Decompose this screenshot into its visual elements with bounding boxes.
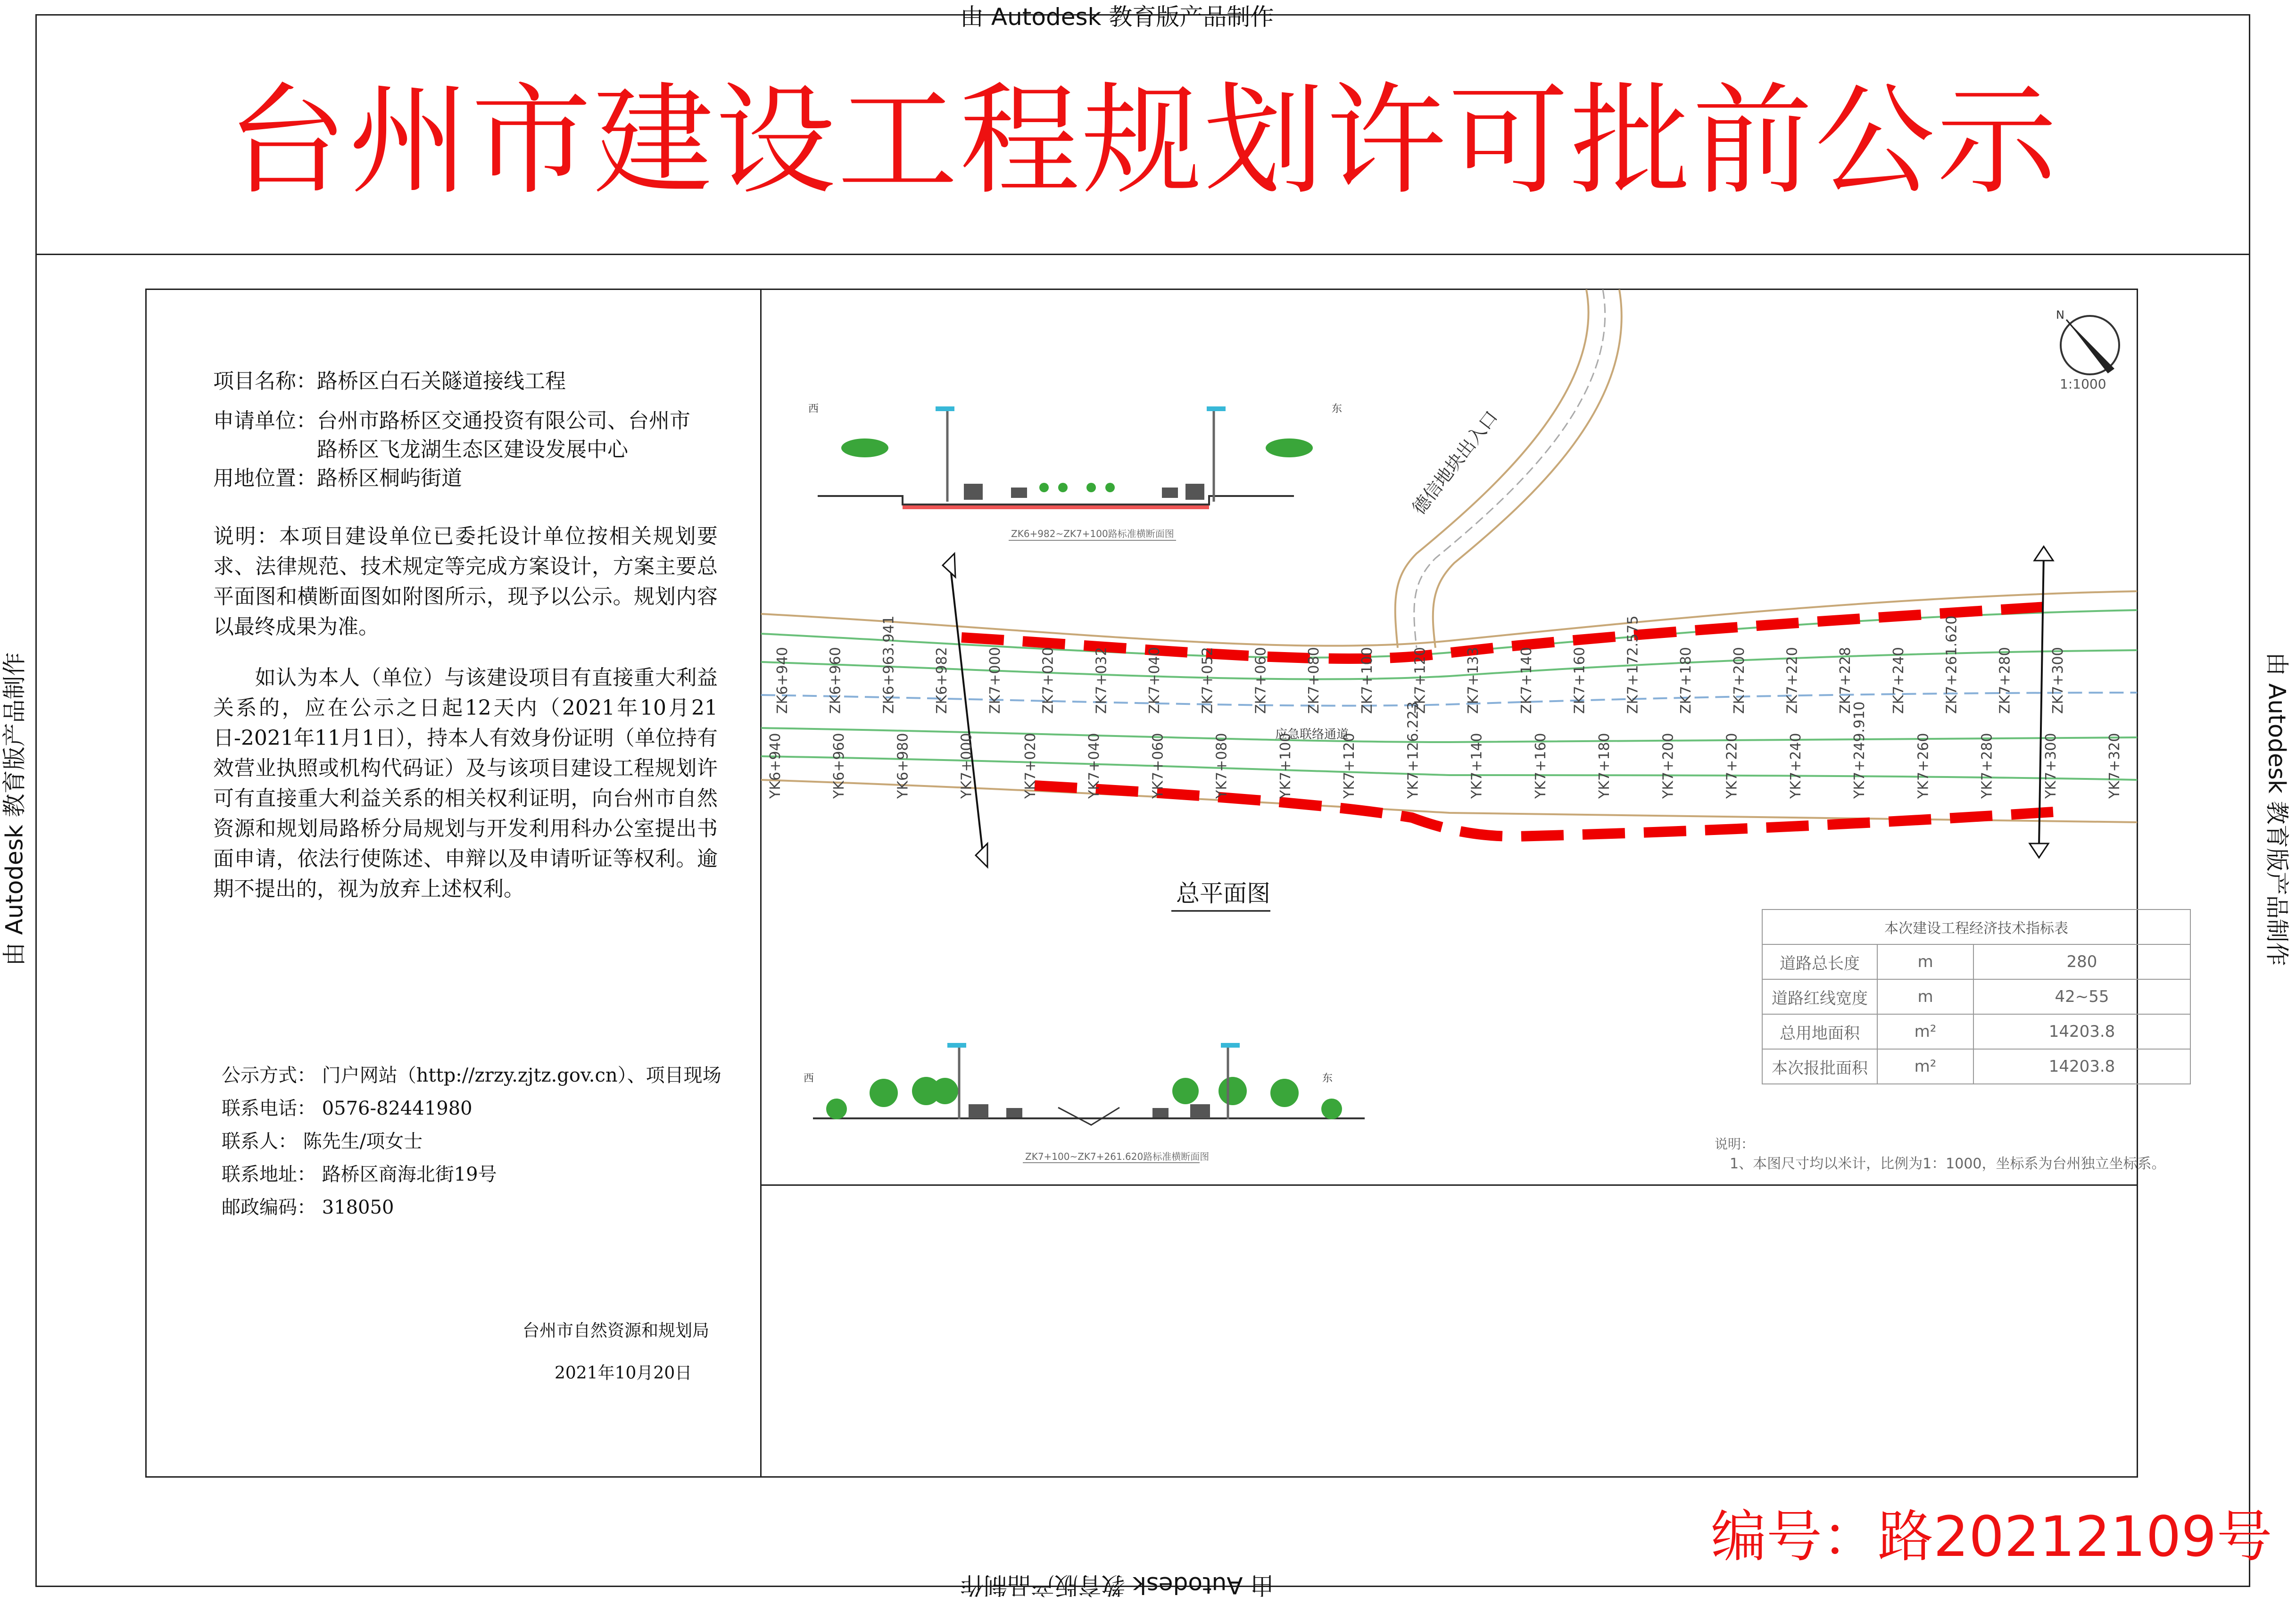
table-row: 道路红线宽度 m 42~55 <box>1762 979 2190 1014</box>
applicant: 台州市路桥区交通投资有限公司、台州市 <box>317 409 690 433</box>
description-para2: 如认为本人（单位）与该建设项目有直接重大利益关系的，应在公示之日起12天内（2021年10月21日-2021年11月1日），持本人有效身份证明（单位持有效营业执照或机构代码证）及与该项目建设工程规划许可有直接重大利益关系的相关权利证明，向台州市自然资源和规划局路桥分局规划与开发利用科办公室提出书面申请，依法行使陈述、申辩以及申请听证等权利。逾期不提出的，视为放弃上述权利。 <box>213 666 718 901</box>
contact-phone: 联系电话： 0576-82441980 <box>222 1098 472 1119</box>
station-label: ZK6+940 <box>774 647 791 714</box>
station-label: YK7+300 <box>2042 733 2059 799</box>
station-label: YK7+120 <box>1341 733 1358 799</box>
location: 路桥区桐屿街道 <box>317 466 462 490</box>
svg-text:ZK6+982~ZK7+100路标准横断面图: ZK6+982~ZK7+100路标准横断面图 <box>1011 528 1174 539</box>
station-label: YK7+260 <box>1915 733 1932 799</box>
station-label: YK7+160 <box>1532 733 1549 799</box>
table-row: 道路总长度 m 280 <box>1762 944 2190 979</box>
station-label: ZK7+020 <box>1040 647 1057 714</box>
station-label: YK7+140 <box>1468 733 1485 799</box>
applicant-row: 申请单位：台州市路桥区交通投资有限公司、台州市 <box>213 409 690 433</box>
station-label: YK7+200 <box>1660 733 1677 799</box>
station-label: ZK7+220 <box>1784 647 1801 714</box>
notes-line1: 1、本图尺寸均以米计，比例为1：1000，坐标系为台州独立坐标系。 <box>1730 1156 2166 1172</box>
station-label: YK7+126.223 <box>1405 701 1422 799</box>
station-label: ZK7+200 <box>1731 647 1748 714</box>
station-label: ZK6+963.941 <box>880 615 897 714</box>
station-labels-top <box>774 615 2066 714</box>
applicant-row-2: 路桥区飞龙湖生态区建设发展中心 <box>317 438 628 462</box>
station-label: YK7+240 <box>1787 733 1804 799</box>
table-row: 本次报批面积 m² 14203.8 <box>1762 1049 2190 1084</box>
contact-method: 公示方式： 门户网站（http://zrzy.zjtz.gov.cn）、项目现场 <box>222 1065 721 1086</box>
issue-date: 2021年10月20日 <box>555 1364 692 1383</box>
page-title: 台州市建设工程规划许可批前公示 <box>226 71 2059 211</box>
station-label: ZK7+100 <box>1359 647 1376 714</box>
cross-section-1 <box>808 403 1342 540</box>
contact-info <box>222 1059 740 1224</box>
station-label: YK7+060 <box>1150 733 1167 799</box>
station-label: ZK7+228 <box>1837 647 1854 714</box>
contact-postcode: 邮政编码： 318050 <box>222 1197 394 1218</box>
contact-address: 联系地址： 路桥区商海北街19号 <box>222 1164 497 1185</box>
station-label: YK7+100 <box>1277 733 1294 799</box>
watermark-left: 由 Autodesk 教育版产品制作 <box>0 652 28 966</box>
svg-text:东: 东 <box>1332 403 1343 415</box>
station-label: ZK7+032 <box>1093 647 1110 714</box>
access-road <box>1395 289 1622 648</box>
station-label: YK7+220 <box>1724 733 1741 799</box>
station-label: ZK7+172.575 <box>1625 615 1641 714</box>
location-row: 用地位置：路桥区桐屿街道 <box>213 466 462 490</box>
station-label: ZK7+000 <box>986 647 1003 714</box>
station-label: ZK7+060 <box>1252 647 1269 714</box>
station-label: YK7+320 <box>2106 733 2123 799</box>
indicator-table <box>1762 909 2191 1084</box>
svg-text:西: 西 <box>804 1073 814 1084</box>
station-label: YK6+940 <box>767 733 784 799</box>
cross-section-2 <box>804 1043 1365 1163</box>
station-label: ZK6+960 <box>827 647 844 714</box>
watermark-right: 由 Autodesk 教育版产品制作 <box>2263 652 2291 966</box>
station-label: YK7+180 <box>1596 733 1613 799</box>
project-info <box>213 366 741 494</box>
station-label: ZK7+120 <box>1412 647 1429 714</box>
north-arrow-icon <box>2061 316 2119 374</box>
station-label: ZK7+052 <box>1199 647 1216 714</box>
station-label: YK7+080 <box>1213 733 1230 799</box>
station-label: ZK7+160 <box>1571 647 1588 714</box>
station-labels-bottom <box>767 702 2123 799</box>
station-label: YK6+980 <box>895 733 912 799</box>
notes-label: 说明： <box>1715 1136 1755 1152</box>
svg-text:东: 东 <box>1322 1073 1333 1084</box>
emergency-label: 应急联络通道 <box>1275 728 1349 742</box>
indicator-table-title: 本次建设工程经济技术指标表 <box>1762 909 2190 944</box>
station-label: ZK7+261.620 <box>1943 615 1960 714</box>
plan-title: 总平面图 <box>1176 880 1270 907</box>
station-label: ZK7+040 <box>1146 647 1163 714</box>
red-line <box>962 606 2053 836</box>
scale-label: 1:1000 <box>2060 376 2106 392</box>
entrance-label: 德信地块出入口 <box>1408 406 1502 519</box>
contact-person: 联系人： 陈先生/项女士 <box>222 1131 423 1152</box>
watermark-top: 由 Autodesk 教育版产品制作 <box>960 3 1274 31</box>
project-name-row: 项目名称：路桥区白石关隧道接线工程 <box>213 369 566 393</box>
station-label: ZK7+300 <box>2050 647 2066 714</box>
station-label: YK6+960 <box>831 733 848 799</box>
station-label: YK7+040 <box>1086 733 1103 799</box>
station-label: ZK7+240 <box>1890 647 1907 714</box>
title-divider <box>35 254 2250 255</box>
station-label: ZK7+140 <box>1518 647 1535 714</box>
svg-text:西: 西 <box>808 403 819 415</box>
plan-divider <box>760 1184 2138 1186</box>
watermark-bottom: 由 Autodesk 教育版产品制作 <box>960 1571 1274 1599</box>
table-row: 总用地面积 m² 14203.8 <box>1762 1014 2190 1049</box>
station-label: YK7+249.910 <box>1851 701 1868 799</box>
north-label: N <box>2056 308 2064 322</box>
station-label: ZK7+280 <box>1997 647 2014 714</box>
station-label: YK7+000 <box>958 733 975 799</box>
station-label: ZK6+982 <box>934 647 951 714</box>
serial-number: 编号：路20212109号 <box>1711 1504 2272 1569</box>
project-name: 路桥区白石关隧道接线工程 <box>317 369 566 393</box>
station-label: ZK7+180 <box>1678 647 1694 714</box>
svg-text:ZK7+100~ZK7+261.620路标准横断面图: ZK7+100~ZK7+261.620路标准横断面图 <box>1025 1151 1210 1162</box>
station-label: ZK7+133 <box>1465 647 1482 714</box>
station-label: YK7+020 <box>1022 733 1039 799</box>
station-label: YK7+280 <box>1979 733 1996 799</box>
description-para1: 说明：本项目建设单位已委托设计单位按相关规划要求、法律规范、技术规定等完成方案设计，方案主要总平面图和横断面图如附图所示，现予以公示。规划内容以最终成果为准。 <box>213 524 718 639</box>
station-label: ZK7+080 <box>1306 647 1323 714</box>
issuing-org: 台州市自然资源和规划局 <box>522 1321 710 1340</box>
